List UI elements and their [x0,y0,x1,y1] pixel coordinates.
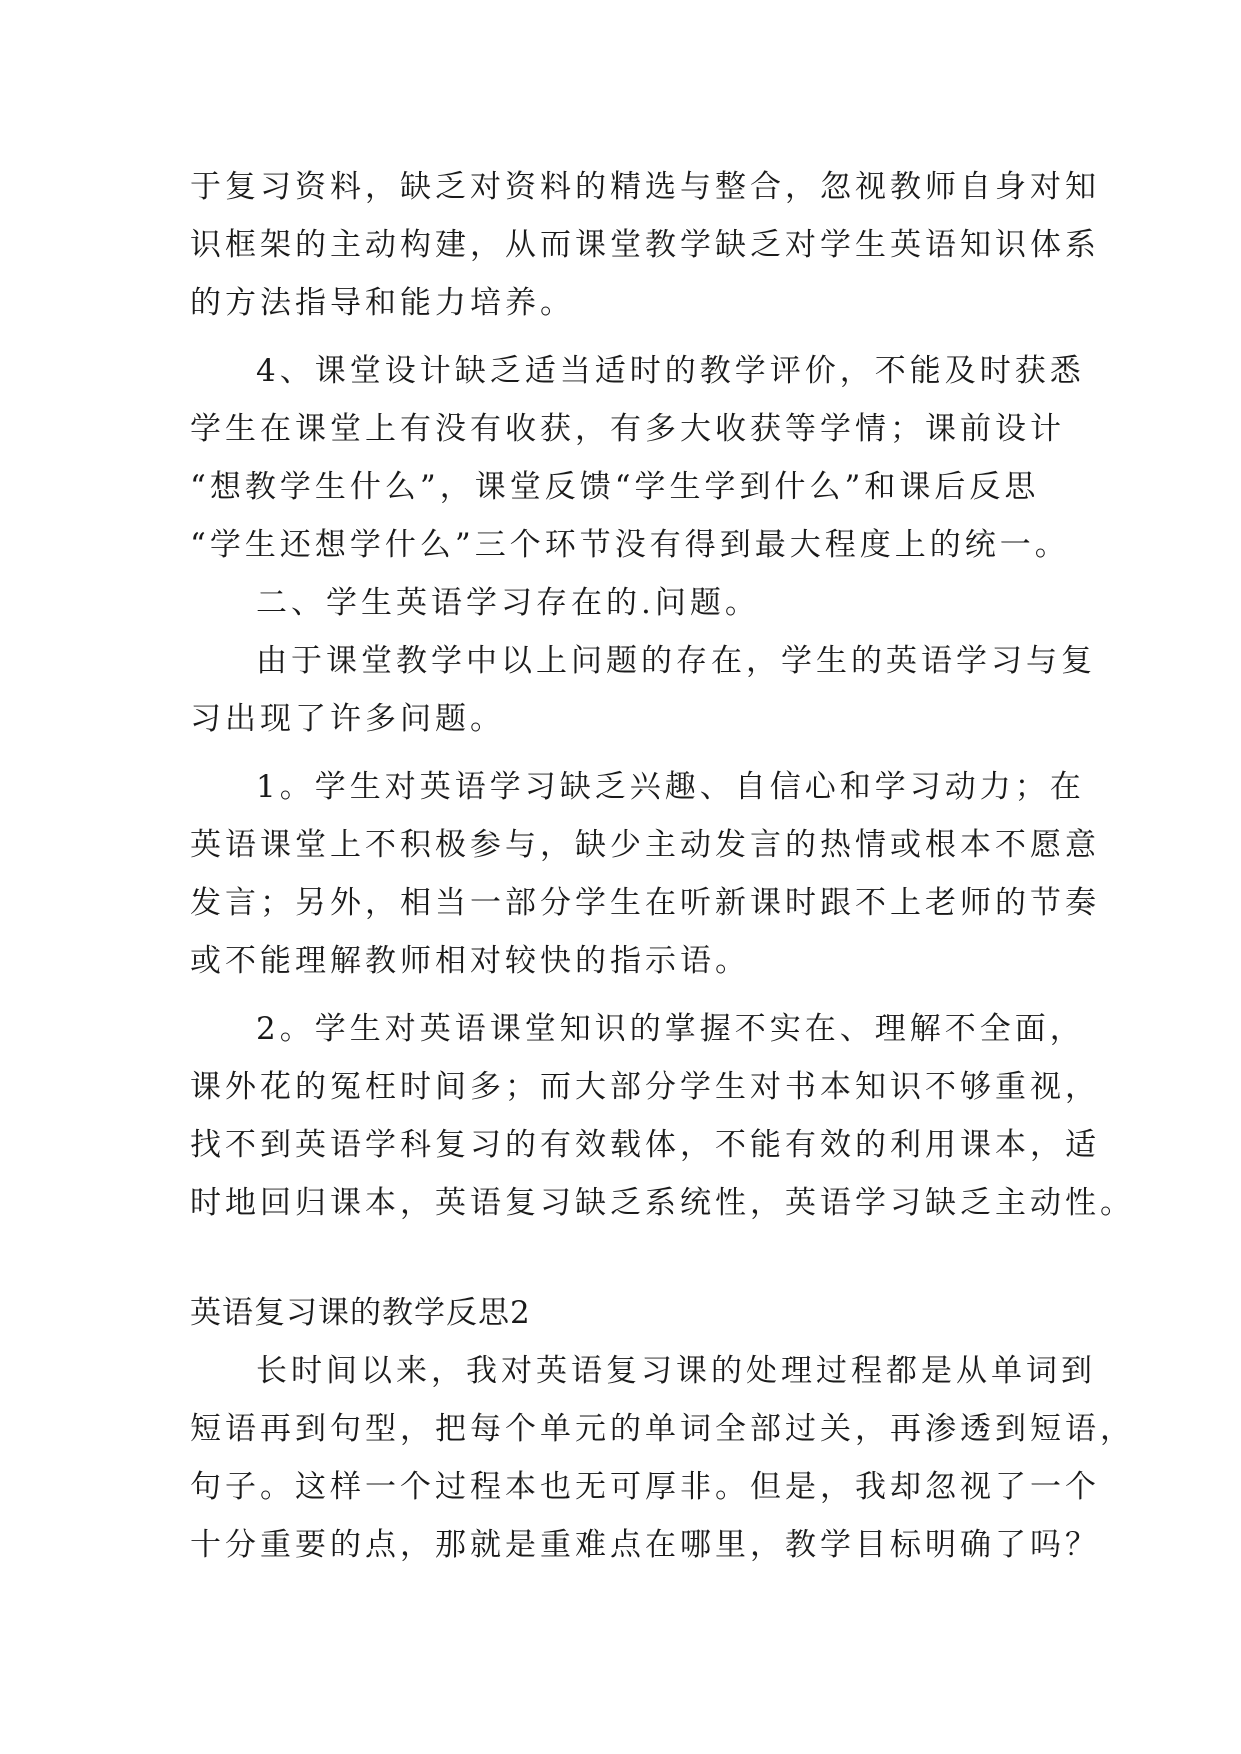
text-line: 由于课堂教学中以上问题的存在，学生的英语学习与复 [256,643,1096,679]
text-line: 习出现了许多问题。 [190,701,505,737]
text-line: 英语课堂上不积极参与，缺少主动发言的热情或根本不愿意 [190,827,1100,863]
document-body [190,158,1135,1574]
paragraph [190,574,1060,632]
text-line: 十分重要的点，那就是重难点在哪里，教学目标明确了吗？ [190,1527,1100,1563]
text-line: 或不能理解教师相对较快的指示语。 [190,943,750,979]
text-line: 找不到英语学科复习的有效载体，不能有效的利用课本，适 [190,1127,1100,1163]
paragraph [190,158,1100,332]
text-line: 1。学生对英语学习缺乏兴趣、自信心和学习动力；在 [256,769,1085,805]
text-line: 4、课堂设计缺乏适当适时的教学评价，不能及时获悉 [256,353,1085,389]
text-line: 识框架的主动构建，从而课堂教学缺乏对学生英语知识体系 [190,227,1100,263]
text-line: 时地回归课本，英语复习缺乏系统性，英语学习缺乏主动性。 [190,1185,1135,1221]
text-line: 发言；另外，相当一部分学生在听新课时跟不上老师的节奏 [190,885,1100,921]
text-line: 的方法指导和能力培养。 [190,285,575,321]
paragraph [190,342,1085,574]
paragraph [190,632,1096,748]
paragraph [190,1342,1135,1574]
text-line: “学生还想学什么”三个环节没有得到最大程度上的统一。 [190,527,1070,563]
text-line: 课外花的冤枉时间多；而大部分学生对书本知识不够重视， [190,1069,1100,1105]
text-line: 学生在课堂上有没有收获，有多大收获等学情；课前设计 [190,411,1065,447]
text-line: 二、学生英语学习存在的.问题。 [256,585,760,621]
text-line: “想教学生什么”，课堂反馈“学生学到什么”和课后反思 [190,469,1040,505]
paragraph [190,1000,1135,1232]
text-line: 句子。这样一个过程本也无可厚非。但是，我却忽视了一个 [190,1469,1100,1505]
section-heading: 英语复习课的教学反思2 [190,1295,531,1331]
text-line: 短语再到句型，把每个单元的单词全部过关，再渗透到短语， [190,1411,1135,1447]
text-line: 于复习资料，缺乏对资料的精选与整合，忽视教师自身对知 [190,169,1100,205]
text-line: 长时间以来，我对英语复习课的处理过程都是从单词到 [256,1353,1096,1389]
text-line: 2。学生对英语课堂知识的掌握不实在、理解不全面， [256,1011,1085,1047]
paragraph [190,758,1100,990]
